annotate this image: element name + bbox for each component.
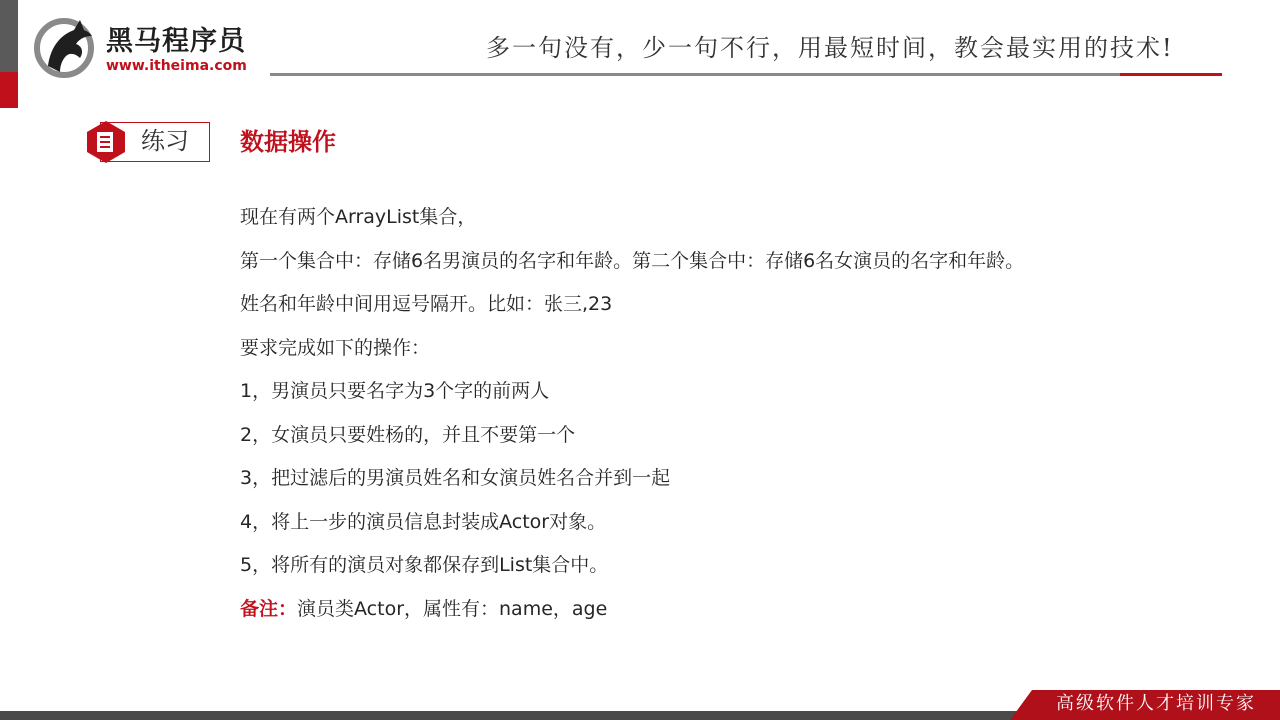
- content-line: 姓名和年龄中间用逗号隔开。比如：张三,23: [240, 293, 613, 315]
- document-hexagon-icon: [84, 120, 128, 164]
- content-line: 3，把过滤后的男演员姓名和女演员姓名合并到一起: [240, 467, 671, 489]
- left-accent-bar-red: [0, 72, 18, 108]
- content-line: 1，男演员只要名字为3个字的前两人: [240, 380, 550, 402]
- content-line: 要求完成如下的操作：: [240, 336, 431, 359]
- bottom-tagline: 高级软件人才培训专家: [1056, 693, 1256, 714]
- left-accent-bar-gray: [0, 0, 18, 72]
- note-line: [240, 588, 1024, 632]
- content-line: 现在有两个ArrayList集合，: [240, 206, 477, 228]
- brand-url: www.itheima.com: [106, 58, 247, 74]
- header-divider-accent: [1120, 73, 1222, 76]
- exercise-content: [240, 196, 1024, 631]
- note-label: 备注：: [240, 597, 298, 620]
- content-line: 2，女演员只要姓杨的，并且不要第一个: [240, 423, 576, 446]
- section-label: 练习: [141, 127, 189, 155]
- content-line: 第一个集合中：存储6名男演员的名字和年龄。第二个集合中：存储6名女演员的名字和年龄。: [240, 249, 1025, 272]
- section-title: 数据操作: [240, 128, 336, 156]
- content-line: 4，将上一步的演员信息封装成Actor对象。: [240, 510, 607, 533]
- note-text: 演员类Actor，属性有：name，age: [297, 597, 608, 620]
- slogan: 多一句没有，少一句不行，用最短时间，教会最实用的技术!: [486, 34, 1174, 62]
- header-divider: [270, 73, 1222, 76]
- content-line: 5，将所有的演员对象都保存到List集合中。: [240, 554, 609, 576]
- horse-logo-icon: [30, 16, 102, 78]
- brand-name: 黑马程序员: [106, 26, 246, 57]
